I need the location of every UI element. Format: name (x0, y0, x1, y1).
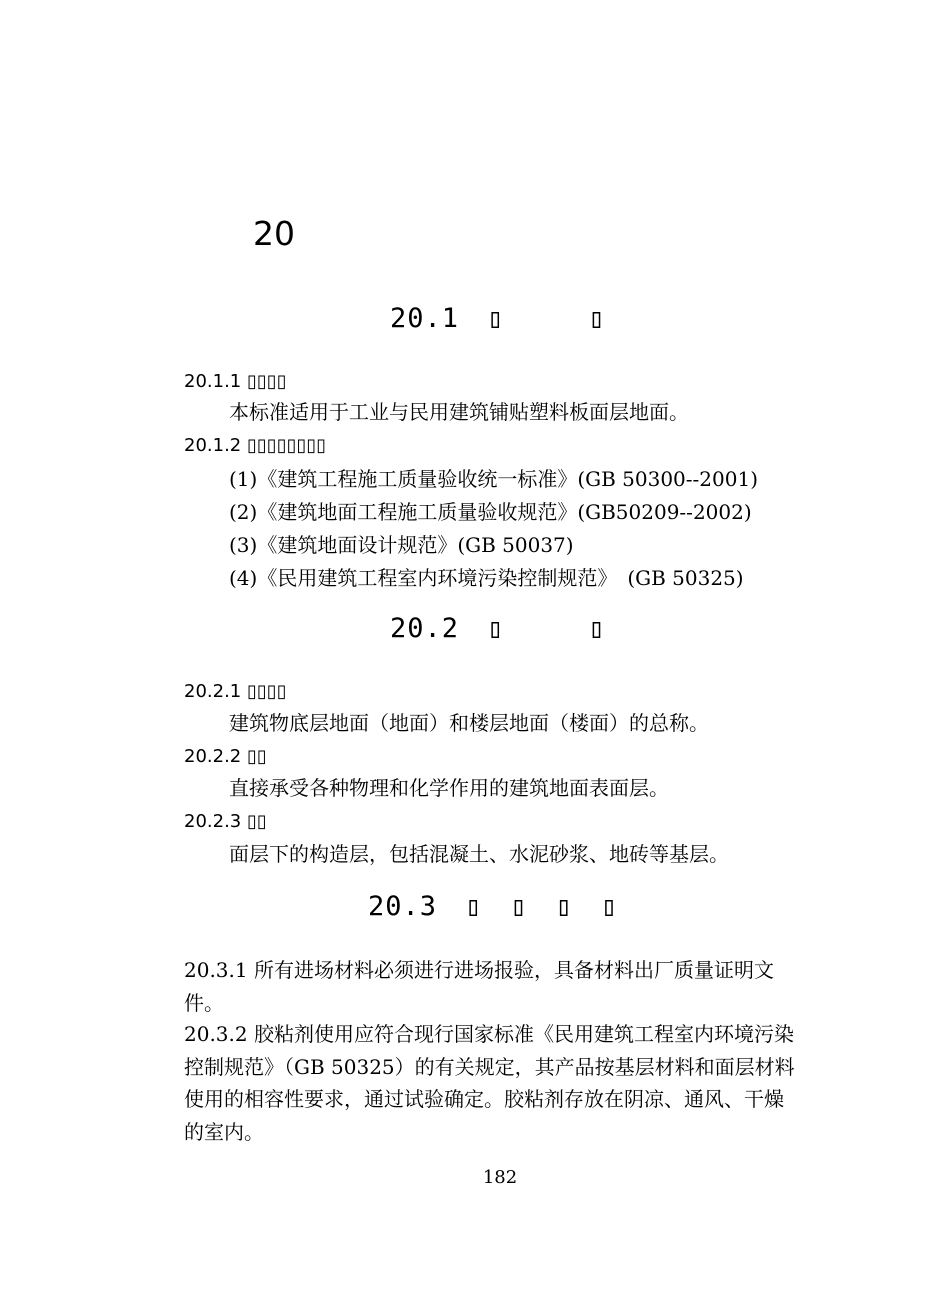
reference-1: (1)《建筑工程施工质量验收统一标准》(GB 50300--2001) (229, 467, 759, 491)
chapter-number: 20 (253, 214, 295, 253)
item-20-1-1-heading: 20.1.1 ▯▯▯▯ (184, 371, 287, 392)
item-20-1-1-body: 本标准适用于工业与民用建筑铺贴塑料板面层地面。 (229, 400, 689, 424)
item-20-2-2-body: 直接承受各种物理和化学作用的建筑地面表面层。 (229, 776, 669, 800)
section-title-20-2: 20.2 ▯ ▯ (390, 613, 606, 644)
reference-3: (3)《建筑地面设计规范》(GB 50037) (229, 533, 574, 557)
reference-2: (2)《建筑地面工程施工质量验收规范》(GB50209--2002) (229, 500, 752, 524)
paragraph-20-3-2: 20.3.2 胶粘剂使用应符合现行国家标准《民用建筑工程室内环境污染控制规范》（GB 50325）的有关规定，其产品按基层材料和面层材料使用的相容性要求，通过试验确定。胶粘剂存放在阴凉、通风、干燥的室内。 (184, 1022, 795, 1144)
item-20-2-1-heading: 20.2.1 ▯▯▯▯ (184, 681, 287, 702)
reference-4: (4)《民用建筑工程室内环境污染控制规范》 (GB 50325) (229, 566, 744, 590)
paragraph-20-3-1: 20.3.1 所有进场材料必须进行进场报验，具备材料出厂质量证明文件。 (184, 958, 774, 1015)
item-20-2-3-heading: 20.2.3 ▯▯ (184, 811, 267, 832)
section-title-20-1: 20.1 ▯ ▯ (390, 303, 606, 334)
page-number: 182 (482, 1167, 518, 1188)
item-20-2-3-body: 面层下的构造层，包括混凝土、水泥砂浆、地砖等基层。 (229, 842, 729, 866)
item-20-1-2-heading: 20.1.2 ▯▯▯▯▯▯▯▯ (184, 435, 327, 456)
item-20-2-1-body: 建筑物底层地面（地面）和楼层地面（楼面）的总称。 (229, 711, 709, 735)
section-title-20-3: 20.3 ▯ ▯ ▯ ▯ (368, 891, 619, 922)
item-20-2-2-heading: 20.2.2 ▯▯ (184, 746, 267, 767)
